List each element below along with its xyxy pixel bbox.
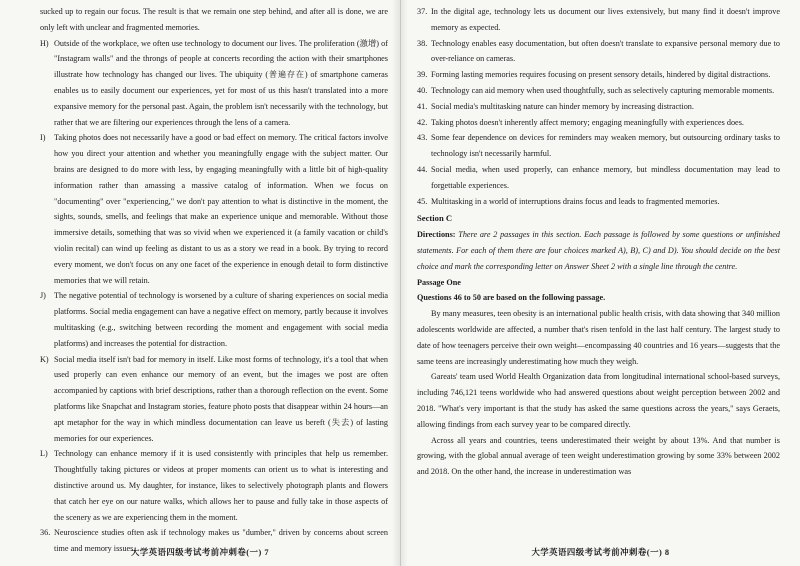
- statement-text: Taking photos doesn't inherently affect memory; engaging meaningfully with experiences does.: [431, 117, 744, 127]
- paragraph-text: Taking photos does not necessarily have a good or bad effect on memory. The critical factors involve how you direct your attention and whether you meaningfully engage with the subject matter. Our brains are designed to do more with less, by engaging meaningfully with a little bit of high-quality information rather than amassing a massive catalog of information. When we focus on "documenting" over "experiencing," we don't pay attention to what is distinctive in the moment, the sights, sounds, smells, and feelings that make an experience unique and memorable. Without those immersive details, something that was so vivid when we experienced it (a family vacation or child's violin recital) can wind up feeling as distant to us as a story we read in a book. By trying to record every moment, we don't focus on any one facet of the experience in enough detail to form distinctive memories that we will retain.: [54, 133, 388, 285]
- paragraph-k: [40, 352, 388, 447]
- intro-paragraph: sucked up to regain our focus. The result is that we remain one step behind, and after all is done, we are only left with unclear and fragmented memories.: [40, 7, 388, 32]
- statement-42: [417, 115, 780, 131]
- statement-number: 38.: [417, 38, 428, 48]
- directions: [417, 227, 780, 274]
- paragraph-l: [40, 446, 388, 525]
- book-gutter: [392, 0, 408, 566]
- paragraph-text: Outside of the workplace, we often use technology to document our lives. The proliferation (激增) of "Instagram walls" and the throngs of people at concerts recording the action with their smartphones illustrate how technology has changed our lives. The ubiquity (普遍存在) of smartphone cameras enables us to easily document our experiences, yet for most of us this hasn't translated into a more expansive memory for the personal past. Again, the problem isn't necessarily with the technology, but rather that we are filtering our experiences through the lens of a camera.: [54, 38, 388, 127]
- statement-text: Technology enables easy documentation, but often doesn't translate to expansive personal memory due to over-reliance on cameras.: [431, 38, 780, 64]
- passage-paragraph: Across all years and countries, teens underestimated their weight by about 13%. And that number is growing, with the global annual average of teen weight underestimation growing by some 33% between 2002 and 2018. On the other hand, the increase in underestimation was: [417, 435, 780, 477]
- paragraph-label: J): [40, 291, 46, 301]
- directions-label: Directions:: [417, 230, 456, 240]
- statement-text: Social media, when used properly, can enhance memory, but mindless documentation may lead to forgettable experiences.: [431, 164, 780, 190]
- statement-number: 41.: [417, 101, 428, 111]
- statement-text: Technology can aid memory when used thoughtfully, such as selectively capturing memorable moments.: [431, 85, 775, 95]
- statement-text: Social media's multitasking nature can hinder memory by increasing distraction.: [431, 101, 694, 111]
- paragraph-h: [40, 36, 388, 131]
- paragraph-text: Technology can enhance memory if it is used consistently with principles that help us remember. Thoughtfully taking pictures or videos at proper moments can orient us to what is interesting and distinctive around us. My daughter, for instance, likes to selectively photograph plants and flowers that catch her eye on our nature walks, which allows her to pause and fully take in those aspects of the scenery as we are experiencing them in the moment.: [54, 449, 388, 522]
- passage-paragraph: By many measures, teen obesity is an international public health crisis, with data showing that 340 million adolescents worldwide are affected, a number that's risen tenfold in the last half century. The largest study to date of how teenagers perceive their own weight—encompassing 40 countries and 16 years—suggests that the same teens are increasingly underestimating how much they weigh.: [417, 309, 780, 366]
- paragraph-j: [40, 288, 388, 351]
- statement-37: [417, 4, 780, 36]
- statement-39: [417, 67, 780, 83]
- left-page-content: [40, 4, 388, 557]
- section-title: Section C: [417, 213, 453, 224]
- statement-number: 42.: [417, 117, 428, 127]
- statement-number: 37.: [417, 7, 428, 16]
- passage-paragraph: Gareats' team used World Health Organization data from longitudinal international school-based surveys, including 746,121 teens worldwide who had answered questions about weight perception between 2002 and 2018. "What's very important is that the study has asked the same questions across the years," says Geraets, allowing findings from each survey year to be compared directly.: [417, 372, 780, 429]
- statement-text: Multitasking in a world of interruptions drains focus and leads to fragmented memories.: [431, 196, 720, 206]
- paragraph-i: [40, 130, 388, 288]
- statement-number: 45.: [417, 196, 428, 206]
- right-page: [400, 0, 800, 566]
- directions-text: There are 2 passages in this section. Each passage is followed by some questions or unfinished statements. For each of them there are four choices marked A), B), C) and D). You should decide on the best choice and mark the corresponding letter on Answer Sheet 2 with a single line through the centre.: [417, 230, 781, 271]
- paragraph-label: L): [40, 449, 48, 459]
- statement-44: [417, 162, 780, 194]
- statement-number: 39.: [417, 70, 428, 80]
- statement-text: In the digital age, technology lets us document our lives extensively, but many find it doesn't improve memory as expected.: [431, 7, 780, 32]
- statement-45: [417, 194, 780, 210]
- paragraph-text: The negative potential of technology is worsened by a culture of sharing experiences on social media platforms. Social media engagement can have a negative effect on memory, partly because it involves multitasking (e.g., switching between recording the moment and engagement with social media platforms) and increases the potential for distraction.: [54, 291, 388, 348]
- statement-number: 40.: [417, 85, 428, 95]
- statement-40: [417, 83, 780, 99]
- statement-38: [417, 36, 780, 68]
- statement-number: 43.: [417, 133, 428, 143]
- statement-text: Some fear dependence on devices for reminders may weaken memory, but outsourcing ordinary tasks to technology isn't necessarily harmful.: [431, 133, 780, 159]
- paragraph-text: Social media itself isn't bad for memory in itself. Like most forms of technology, it's a tool that when used properly can even enhance our memory of an event, but the images we post are often accompanied by captions with brief descriptions, rather than a thorough reflection on the event. Some platforms like Snapchat and Instagram stories, feature photo posts that disappear within 24 hours—an apt metaphor for the way in which mindless documentation can leave us bereft (失去) of lasting memories for our experiences.: [54, 354, 388, 443]
- paragraph-label: I): [40, 133, 46, 143]
- passage-title: Passage One: [417, 277, 461, 287]
- statement-text: Forming lasting memories requires focusing on present sensory details, hindered by digital distractions.: [431, 70, 771, 80]
- right-page-content: [417, 4, 780, 480]
- right-page-footer: 大学英语四级考试考前冲刺卷(一) 8: [531, 548, 670, 557]
- statement-number: 44.: [417, 164, 428, 174]
- paragraph-label: K): [40, 354, 49, 364]
- left-page-footer: 大学英语四级考试考前冲刺卷(一) 7: [130, 548, 270, 557]
- statement-43: [417, 130, 780, 162]
- statement-number: 36.: [40, 528, 51, 538]
- paragraph-label: H): [40, 38, 49, 48]
- statement-text: Neuroscience studies often ask if technology makes us "dumber," driven by concerns about screen time and memory issues.: [54, 528, 388, 554]
- statement-41: [417, 99, 780, 115]
- passage-subtitle: Questions 46 to 50 are based on the following passage.: [417, 293, 606, 303]
